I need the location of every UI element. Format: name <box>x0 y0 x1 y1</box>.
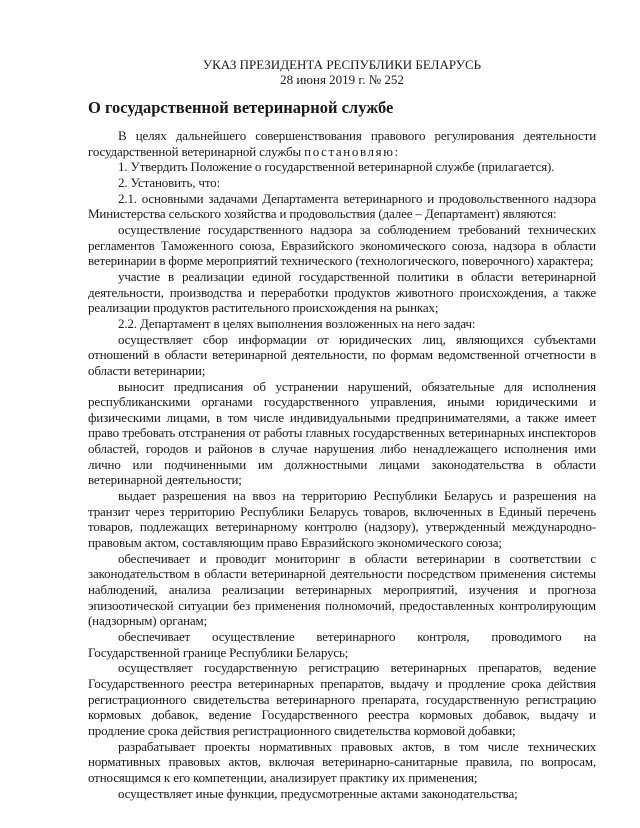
preamble-text: В целях дальнейшего совершенствования правового регулирования деятельности государственной ветеринарной службы <box>88 128 596 159</box>
paragraph-2: 2. Установить, что: <box>118 174 220 190</box>
decree-date-number: 28 июня 2019 г. № 252 <box>280 72 404 87</box>
paragraph-function-border: обеспечивает осуществление ветеринарного контроля, проводимого на Государственной границе Республики Беларусь; <box>88 629 596 660</box>
paragraph-function-registration: осуществляет государственную регистрацию ветеринарных препаратов, ведение Государственного реестра ветеринарных препаратов, выдачу и продление срока действия регистрационного свидетельства ветеринарного препарата, государственную регистрацию кормовых добавок, ведение Государственного реестра кормовых добавок, выдачу и продление срока действия регистрационного свидетельства кормовой добавки; <box>88 660 596 738</box>
document-body <box>88 128 596 801</box>
preamble-paragraph <box>88 128 596 159</box>
paragraph-function-permits: выдает разрешения на ввоз на территорию Республики Беларусь и разрешения на транзит через территорию Республики Беларусь товаров, включенных в Единый перечень товаров, подлежащих ветеринарному контролю (надзору), утвержденный международно-правовым актом, составляющим право Евразийского экономического союза; <box>88 488 596 551</box>
paragraph-task-supervision: осуществление государственного надзора за соблюдением требований технических регламентов Таможенного союза, Евразийского экономического союза, надзора в области ветеринарии в форме мероприятий технического (технологического, поверочного) характера; <box>88 221 596 269</box>
paragraph-function-other: осуществляет иные функции, предусмотренные актами законодательства; <box>118 785 518 801</box>
paragraph-function-monitoring: обеспечивает и проводит мониторинг в области ветеринарии в соответствии с законодательством в области ветеринарной деятельности посредством применения системы наблюдений, анализа реализации ветеринарных мероприятий, изучения и прогноза эпизоотической ситуации без применения полномочий, предоставленных контролирующим (надзорным) органам; <box>88 550 596 629</box>
paragraph-function-drafting: разрабатывает проекты нормативных правовых актов, в том числе технических нормативных правовых актов, включая ветеринарно-санитарные правила, по вопросам, относящимся к его компетенции, анализирует практику их применения; <box>88 738 596 785</box>
decree-header <box>88 57 596 87</box>
decree-issuer: УКАЗ ПРЕЗИДЕНТА РЕСПУБЛИКИ БЕЛАРУСЬ <box>202 57 482 72</box>
document-title: О государственной ветеринарной службе <box>88 98 394 117</box>
paragraph-function-info: осуществляет сбор информации от юридических лиц, являющихся субъектами отношений в области ветеринарной деятельности, по формам ведомственной отчетности в области ветеринарии; <box>88 331 596 378</box>
paragraph-task-policy: участие в реализации единой государственной политики в области ветеринарной деятельности, производства и переработки продуктов животного происхождения, а также реализации продуктов растительного происхождения на рынках; <box>88 268 596 316</box>
paragraph-function-orders: выносит предписания об устранении нарушений, обязательные для исполнения республиканскими органами государственного управления, иными юридическими и физическими лицами, в том числе индивидуальными предпринимателями, а также имеет право требовать отстранения от работы главных государственных ветеринарных инспекторов областей, городов и районов в случае нарушения либо ненадлежащего исполнения ими лично или подчиненными им должностными лицами законодательства в области ветеринарной деятельности; <box>88 378 596 488</box>
preamble-end: : <box>394 143 398 159</box>
paragraph-2-2: 2.2. Департамент в целях выполнения возложенных на него задач: <box>118 315 476 331</box>
decree-word: постановляю <box>304 143 395 159</box>
paragraph-1: 1. Утвердить Положение о государственной ветеринарной службе (прилагается). <box>118 159 555 175</box>
paragraph-2-1: 2.1. основными задачами Департамента ветеринарного и продовольственного надзора Министерства сельского хозяйства и продовольствия (далее – Департамент) являются: <box>88 190 596 222</box>
